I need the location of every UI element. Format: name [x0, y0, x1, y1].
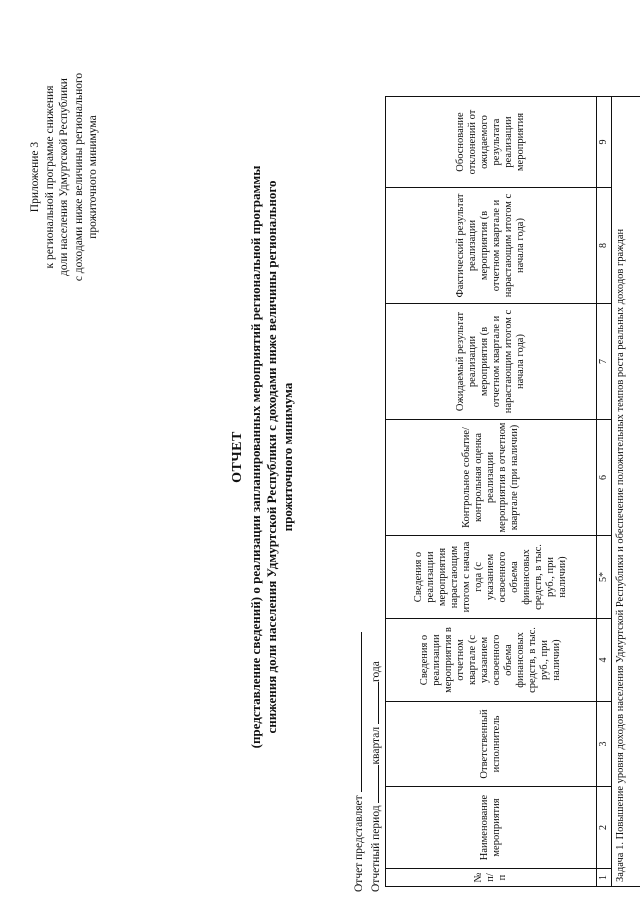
appendix-line: с доходами ниже величины регионального — [72, 72, 85, 282]
appendix-line: прожиточного минимума — [87, 115, 99, 239]
column-number-cell: 3 — [597, 702, 612, 787]
column-number-row — [597, 97, 612, 887]
header-row — [386, 97, 597, 887]
report-title-line: снижения доли населения Удмуртской Республики с доходами ниже величины регионального — [264, 180, 279, 734]
header-cell: № п/п — [386, 869, 597, 887]
report-meta — [350, 632, 384, 892]
period-year-label: года — [370, 661, 382, 682]
period-row — [367, 632, 384, 892]
header-cell: Фактический результат реализации мероприятия (в отчетном квартале и нарастающим итогом с начала года) — [386, 188, 597, 304]
report-title-line: (представление сведений) о реализации запланированных мероприятий региональной программы — [248, 165, 263, 749]
column-number-cell: 8 — [597, 188, 612, 304]
report-title-main: ОТЧЕТ — [230, 431, 245, 483]
task-row — [612, 97, 640, 887]
appendix-note — [28, 27, 101, 327]
header-cell: Наименование мероприятия — [386, 787, 597, 869]
report-table — [385, 96, 640, 887]
header-cell: Ответственный исполнитель — [386, 702, 597, 787]
header-cell: Обоснование отклонений от ожидаемого результата реализации мероприятия — [386, 97, 597, 188]
header-cell: Сведения о реализации мероприятия нарастающим итогом с начала года (с указанием освоенного объема финансовых средств, в тыс. руб., при наличии) — [386, 536, 597, 619]
column-number-cell: 1 — [597, 869, 612, 887]
period-quarter-label: квартал — [370, 726, 382, 765]
header-cell: Контрольное событие/ контрольная оценка реализации мероприятия в отчетном квартале (при наличии) — [386, 420, 597, 536]
submitted-by-label: Отчет представляет — [353, 795, 365, 892]
header-cell: Сведения о реализации мероприятия в отчетном квартале (с указанием освоенного объема финансовых средств, в тыс. руб., при наличии) — [386, 619, 597, 702]
report-title — [230, 107, 296, 807]
appendix-line: к региональной программе снижения — [43, 85, 56, 269]
header-cell: Ожидаемый результат реализации мероприятия (в отчетном квартале и нарастающим итогом с начала года) — [386, 304, 597, 420]
period-label: Отчетный период — [370, 805, 382, 892]
appendix-line: Приложение 3 — [29, 141, 41, 213]
submitted-by-blank[interactable] — [350, 632, 362, 792]
column-number-cell: 9 — [597, 97, 612, 188]
column-number-cell: 2 — [597, 787, 612, 869]
column-number-cell: 7 — [597, 304, 612, 420]
appendix-line: доли населения Удмуртской Республики — [58, 78, 70, 276]
column-number-cell: 5* — [597, 536, 612, 619]
period-year-blank[interactable] — [367, 682, 379, 724]
report-title-line: прожиточного минимума — [280, 382, 295, 532]
period-quarter-blank[interactable] — [367, 765, 379, 803]
column-number-cell: 6 — [597, 420, 612, 536]
rotated-content — [20, 7, 626, 897]
column-number-cell: 4 — [597, 619, 612, 702]
task-cell: Задача 1. Повышение уровня доходов населения Удмуртской Республики и обеспечение положительных темпов роста реальных доходов граждан — [612, 97, 640, 887]
submitted-by-row — [350, 632, 367, 892]
